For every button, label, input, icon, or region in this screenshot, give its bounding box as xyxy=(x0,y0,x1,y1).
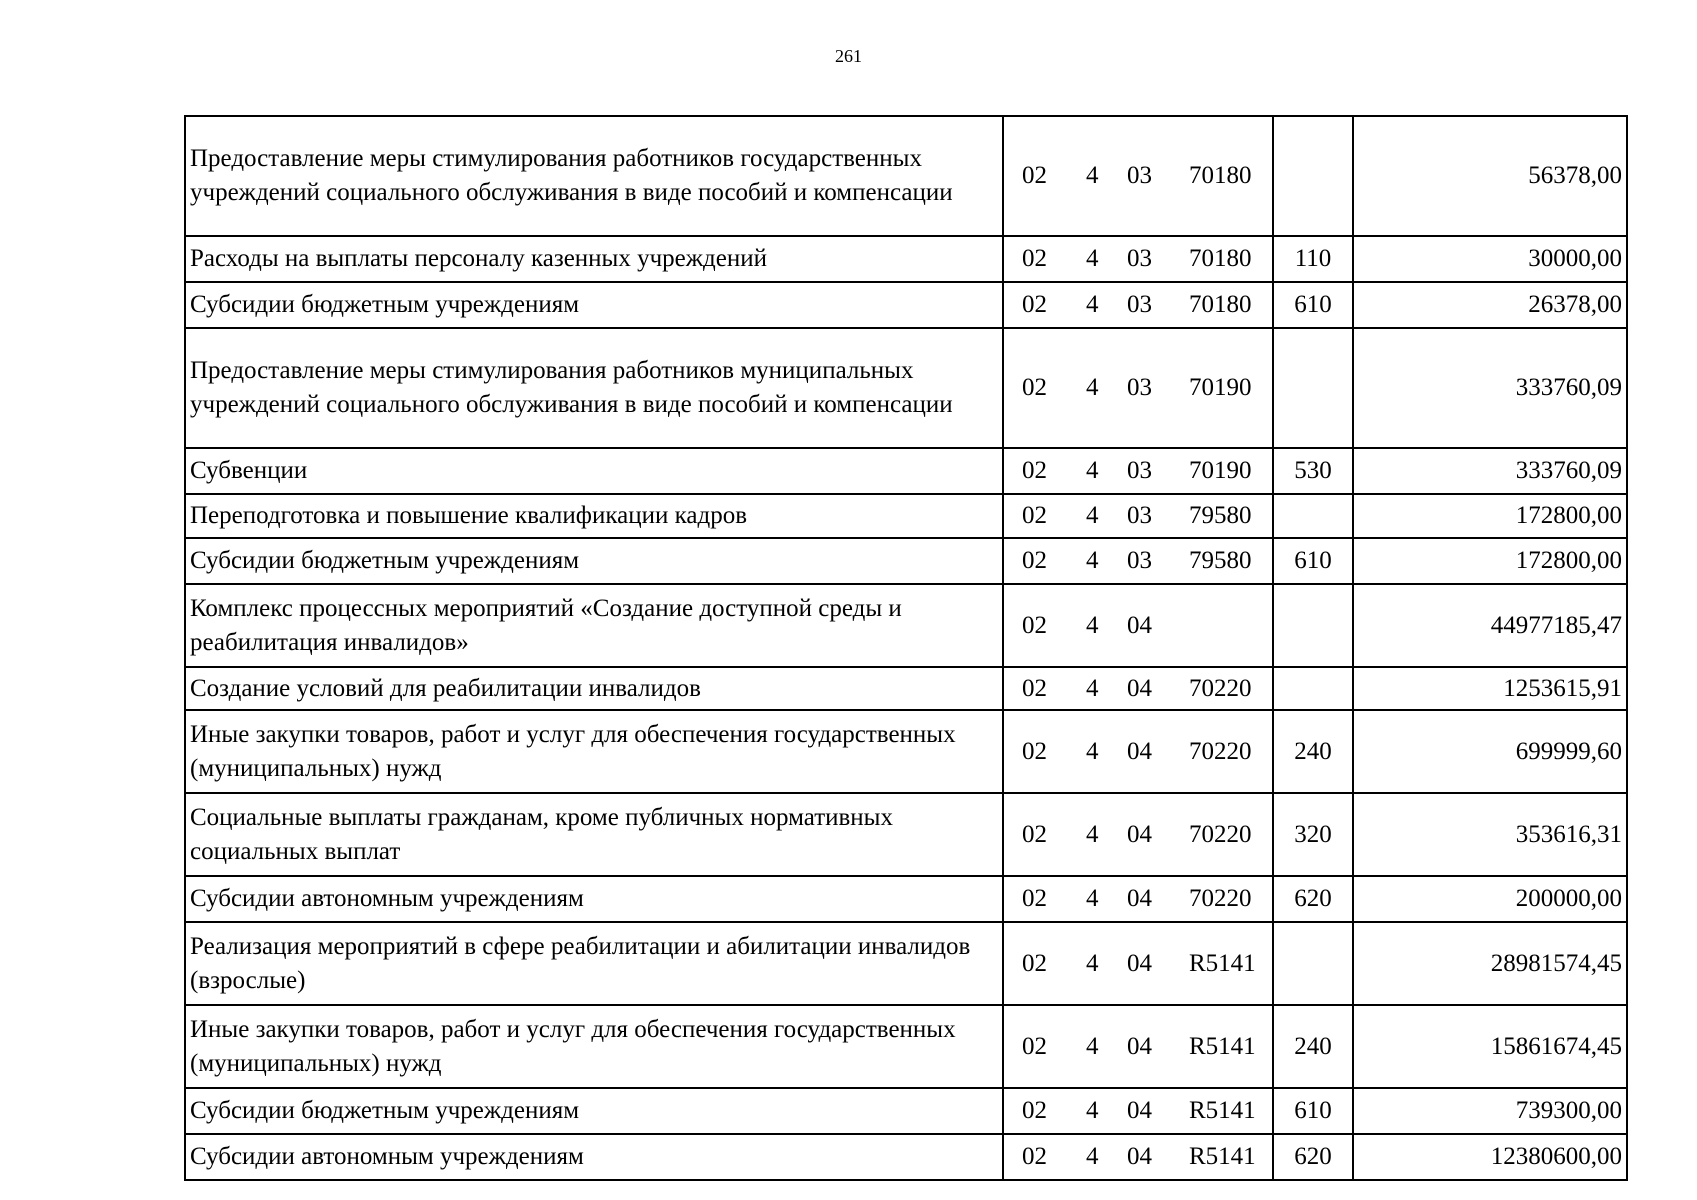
code-program: 02 xyxy=(1022,737,1047,765)
row-sum: 28981574,45 xyxy=(1353,922,1627,1005)
code-direction: R5141 xyxy=(1189,949,1256,977)
row-expense-type: 610 xyxy=(1273,282,1353,328)
code-activity: 04 xyxy=(1127,1032,1152,1060)
code-direction: 70220 xyxy=(1189,820,1252,848)
row-expense-type: 320 xyxy=(1273,793,1353,876)
row-code xyxy=(1003,1134,1273,1180)
code-subprogram: 4 xyxy=(1086,611,1099,639)
code-direction: R5141 xyxy=(1189,1097,1256,1124)
code-subprogram: 4 xyxy=(1086,1097,1099,1124)
row-name: Реализация мероприятий в сфере реабилитации и абилитации инвалидов (взрослые) xyxy=(185,922,1003,1005)
row-expense-type xyxy=(1273,667,1353,710)
row-expense-type: 240 xyxy=(1273,710,1353,793)
row-expense-type xyxy=(1273,584,1353,667)
code-program: 02 xyxy=(1022,457,1047,484)
table-row xyxy=(185,328,1627,448)
page-number: 261 xyxy=(835,46,862,66)
row-name: Переподготовка и повышение квалификации кадров xyxy=(185,494,1003,538)
row-code xyxy=(1003,236,1273,282)
row-code xyxy=(1003,1088,1273,1134)
code-subprogram: 4 xyxy=(1086,162,1099,189)
code-program: 02 xyxy=(1022,611,1047,639)
row-expense-type xyxy=(1273,922,1353,1005)
code-program: 02 xyxy=(1022,502,1047,529)
code-subprogram: 4 xyxy=(1086,457,1099,484)
row-code xyxy=(1003,538,1273,584)
row-name: Комплекс процессных мероприятий «Создание доступной среды и реабилитация инвалидов» xyxy=(185,584,1003,667)
code-activity: 04 xyxy=(1127,611,1152,639)
row-code xyxy=(1003,876,1273,922)
code-direction: 79580 xyxy=(1189,502,1252,529)
row-name: Социальные выплаты гражданам, кроме публичных нормативных социальных выплат xyxy=(185,793,1003,876)
table-row xyxy=(185,1088,1627,1134)
row-expense-type: 620 xyxy=(1273,1134,1353,1180)
code-activity: 03 xyxy=(1127,547,1152,574)
row-sum: 26378,00 xyxy=(1353,282,1627,328)
code-direction: 70220 xyxy=(1189,737,1252,765)
code-program: 02 xyxy=(1022,1143,1047,1170)
code-direction: 70180 xyxy=(1189,162,1252,189)
code-activity: 04 xyxy=(1127,1097,1152,1124)
table-row xyxy=(185,584,1627,667)
row-name: Иные закупки товаров, работ и услуг для обеспечения государственных (муниципальных) нужд xyxy=(185,710,1003,793)
row-sum: 12380600,00 xyxy=(1353,1134,1627,1180)
table-row xyxy=(185,236,1627,282)
code-activity: 04 xyxy=(1127,820,1152,848)
table-row xyxy=(185,922,1627,1005)
code-activity: 03 xyxy=(1127,162,1152,189)
row-sum: 172800,00 xyxy=(1353,538,1627,584)
budget-table xyxy=(184,115,1628,1181)
code-direction: 70180 xyxy=(1189,245,1252,272)
table-row xyxy=(185,1005,1627,1088)
code-subprogram: 4 xyxy=(1086,374,1099,401)
row-sum: 739300,00 xyxy=(1353,1088,1627,1134)
code-subprogram: 4 xyxy=(1086,949,1099,977)
row-expense-type: 610 xyxy=(1273,538,1353,584)
code-subprogram: 4 xyxy=(1086,1032,1099,1060)
code-program: 02 xyxy=(1022,674,1047,702)
row-sum: 353616,31 xyxy=(1353,793,1627,876)
row-code xyxy=(1003,282,1273,328)
code-program: 02 xyxy=(1022,547,1047,574)
code-direction: 70190 xyxy=(1189,457,1252,484)
code-subprogram: 4 xyxy=(1086,674,1099,702)
code-activity: 03 xyxy=(1127,457,1152,484)
table-row xyxy=(185,667,1627,710)
code-activity: 04 xyxy=(1127,1143,1152,1170)
code-direction: R5141 xyxy=(1189,1143,1256,1170)
code-program: 02 xyxy=(1022,162,1047,189)
row-code xyxy=(1003,494,1273,538)
code-subprogram: 4 xyxy=(1086,502,1099,529)
code-activity: 03 xyxy=(1127,502,1152,529)
code-activity: 04 xyxy=(1127,674,1152,702)
row-sum: 30000,00 xyxy=(1353,236,1627,282)
code-direction: R5141 xyxy=(1189,1032,1256,1060)
code-activity: 04 xyxy=(1127,737,1152,765)
table-row xyxy=(185,876,1627,922)
code-subprogram: 4 xyxy=(1086,291,1099,318)
code-activity: 03 xyxy=(1127,291,1152,318)
code-activity: 04 xyxy=(1127,885,1152,912)
row-expense-type xyxy=(1273,116,1353,236)
row-expense-type: 240 xyxy=(1273,1005,1353,1088)
code-activity: 03 xyxy=(1127,245,1152,272)
row-name: Субсидии автономным учреждениям xyxy=(185,876,1003,922)
code-program: 02 xyxy=(1022,820,1047,848)
row-name: Расходы на выплаты персоналу казенных учреждений xyxy=(185,236,1003,282)
row-sum: 44977185,47 xyxy=(1353,584,1627,667)
code-subprogram: 4 xyxy=(1086,820,1099,848)
row-sum: 699999,60 xyxy=(1353,710,1627,793)
row-name: Субсидии автономным учреждениям xyxy=(185,1134,1003,1180)
row-sum: 200000,00 xyxy=(1353,876,1627,922)
row-code xyxy=(1003,1005,1273,1088)
code-subprogram: 4 xyxy=(1086,1143,1099,1170)
code-direction: 79580 xyxy=(1189,547,1252,574)
code-activity: 04 xyxy=(1127,949,1152,977)
budget-table-body xyxy=(185,116,1627,1180)
row-sum: 1253615,91 xyxy=(1353,667,1627,710)
row-expense-type: 530 xyxy=(1273,448,1353,494)
row-sum: 333760,09 xyxy=(1353,328,1627,448)
code-activity: 03 xyxy=(1127,374,1152,401)
table-row xyxy=(185,116,1627,236)
code-direction: 70220 xyxy=(1189,885,1252,912)
row-sum: 15861674,45 xyxy=(1353,1005,1627,1088)
code-program: 02 xyxy=(1022,885,1047,912)
row-expense-type: 610 xyxy=(1273,1088,1353,1134)
row-code xyxy=(1003,584,1273,667)
row-expense-type: 110 xyxy=(1273,236,1353,282)
row-name: Субсидии бюджетным учреждениям xyxy=(185,538,1003,584)
row-code xyxy=(1003,793,1273,876)
code-direction: 70220 xyxy=(1189,674,1252,702)
row-expense-type: 620 xyxy=(1273,876,1353,922)
code-program: 02 xyxy=(1022,374,1047,401)
code-program: 02 xyxy=(1022,291,1047,318)
row-code xyxy=(1003,667,1273,710)
table-row xyxy=(185,494,1627,538)
row-name: Субсидии бюджетным учреждениям xyxy=(185,282,1003,328)
row-name: Субсидии бюджетным учреждениям xyxy=(185,1088,1003,1134)
row-expense-type xyxy=(1273,328,1353,448)
row-name: Субвенции xyxy=(185,448,1003,494)
row-name: Предоставление меры стимулирования работников муниципальных учреждений социального обслуживания в виде пособий и компенсации xyxy=(185,328,1003,448)
row-expense-type xyxy=(1273,494,1353,538)
code-direction: 70190 xyxy=(1189,374,1252,401)
table-row xyxy=(185,793,1627,876)
row-code xyxy=(1003,710,1273,793)
row-name: Иные закупки товаров, работ и услуг для обеспечения государственных (муниципальных) нужд xyxy=(185,1005,1003,1088)
row-name: Предоставление меры стимулирования работников государственных учреждений социального обслуживания в виде пособий и компенсации xyxy=(185,116,1003,236)
row-sum: 333760,09 xyxy=(1353,448,1627,494)
row-code xyxy=(1003,328,1273,448)
table-row xyxy=(185,282,1627,328)
row-code xyxy=(1003,922,1273,1005)
code-direction: 70180 xyxy=(1189,291,1252,318)
code-subprogram: 4 xyxy=(1086,885,1099,912)
row-code xyxy=(1003,116,1273,236)
code-subprogram: 4 xyxy=(1086,737,1099,765)
row-sum: 172800,00 xyxy=(1353,494,1627,538)
code-subprogram: 4 xyxy=(1086,245,1099,272)
code-subprogram: 4 xyxy=(1086,547,1099,574)
row-sum: 56378,00 xyxy=(1353,116,1627,236)
code-program: 02 xyxy=(1022,245,1047,272)
code-program: 02 xyxy=(1022,1097,1047,1124)
row-name: Создание условий для реабилитации инвалидов xyxy=(185,667,1003,710)
code-program: 02 xyxy=(1022,949,1047,977)
table-row xyxy=(185,448,1627,494)
table-row xyxy=(185,710,1627,793)
table-row xyxy=(185,538,1627,584)
table-row xyxy=(185,1134,1627,1180)
row-code xyxy=(1003,448,1273,494)
code-program: 02 xyxy=(1022,1032,1047,1060)
